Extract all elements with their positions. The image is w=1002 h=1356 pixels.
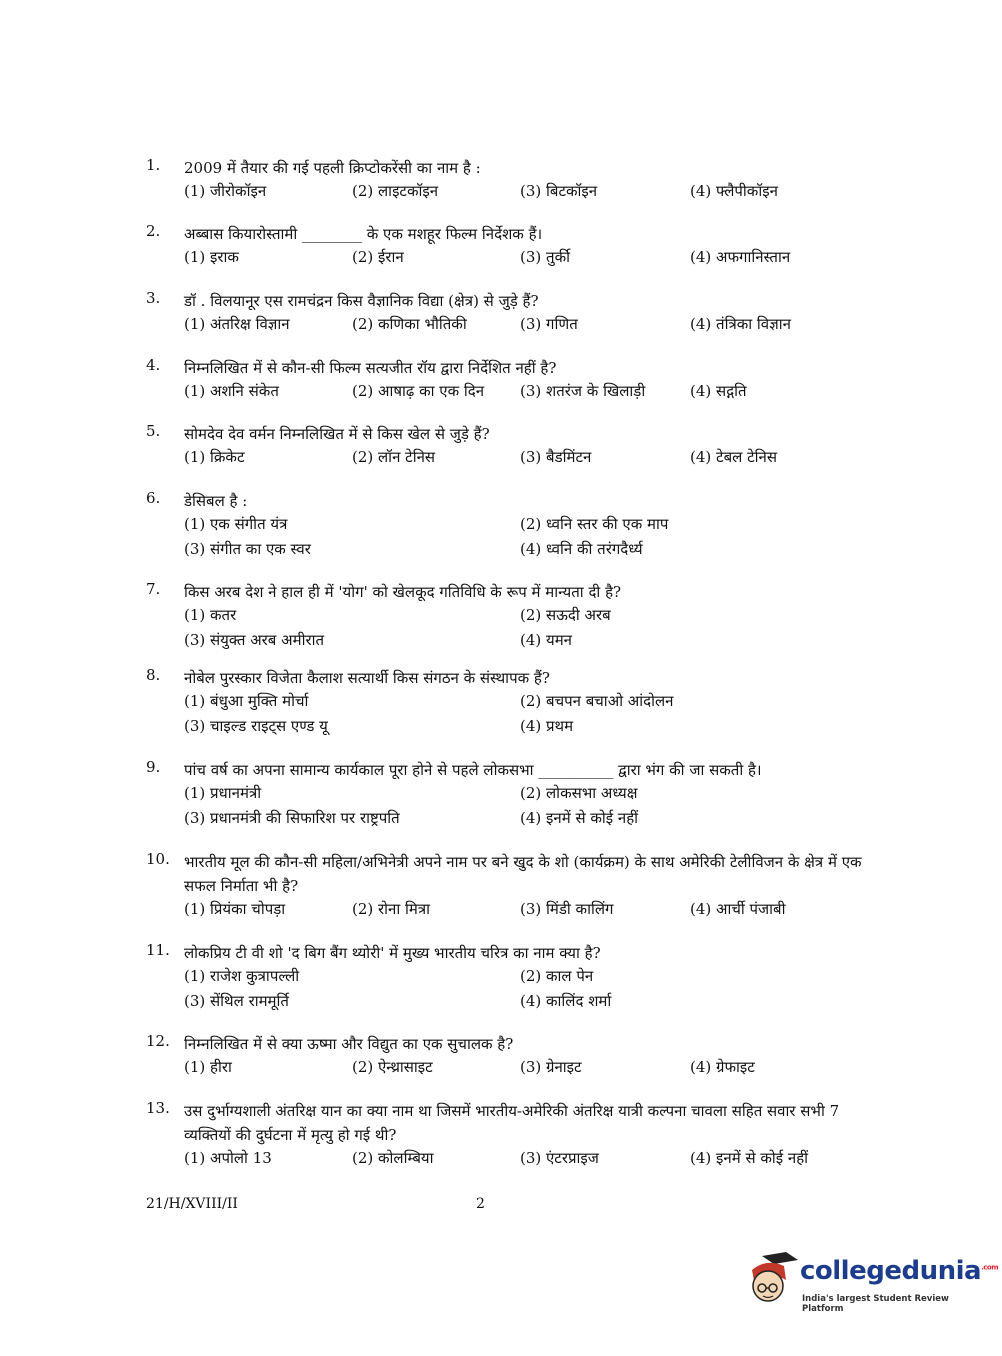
option-4: (4) इनमें से कोई नहीं [520, 809, 639, 827]
option-4: (4) आर्ची पंजाबी [690, 900, 786, 918]
option-1: (1) कतर [184, 606, 237, 624]
option-row [184, 899, 866, 923]
option-2: (2) कणिका भौतिकी [352, 315, 467, 333]
question-text: लोकप्रिय टी वी शो 'द बिग बैंग थ्योरी' में मुख्य भारतीय चरित्र का नाम क्या है? [184, 944, 601, 962]
question-number: 8. [146, 666, 161, 684]
option-4: (4) ध्वनि की तरंगदैर्ध्य [520, 540, 643, 558]
option-4: (4) ग्रेफाइट [690, 1058, 755, 1076]
option-row [184, 314, 866, 338]
logo-tagline: India's largest Student Review Platform [802, 1294, 949, 1314]
paper-code: 21/H/XVIII/II [146, 1196, 238, 1212]
option-row [184, 783, 866, 807]
option-4: (4) सद्गति [690, 382, 747, 400]
option-1: (1) बंधुआ मुक्ति मोर्चा [184, 692, 309, 710]
option-3: (3) गणित [520, 315, 578, 333]
question-number: 6. [146, 489, 161, 507]
question-text: निम्नलिखित में से कौन-सी फिल्म सत्यजीत रॉय द्वारा निर्देशित नहीं है? [184, 359, 557, 377]
option-2: (2) रोना मित्रा [352, 900, 431, 918]
option-2: (2) लोकसभा अध्यक्ष [520, 784, 638, 802]
mascot-icon [742, 1250, 800, 1310]
option-row [184, 630, 866, 654]
question-number: 9. [146, 758, 161, 776]
option-1: (1) प्रियंका चोपड़ा [184, 900, 286, 918]
option-4: (4) कालिंद शर्मा [520, 992, 612, 1010]
option-3: (3) शतरंज के खिलाड़ी [520, 382, 646, 400]
question-text: अब्बास कियारोस्तामी ________ के एक मशहूर फिल्म निर्देशक हैं। [184, 225, 543, 243]
question-number: 11. [146, 941, 170, 959]
question-text: डॉ . विलयानूर एस रामचंद्रन किस वैज्ञानिक विद्या (क्षेत्र) से जुड़े हैं? [184, 292, 539, 310]
question-number: 5. [146, 422, 161, 440]
logo-wordmark: collegedunia$^{.com}$ [800, 1256, 998, 1286]
option-2: (2) बचपन बचाओ आंदोलन [520, 692, 674, 710]
question-number: 2. [146, 222, 161, 240]
option-3: (3) संगीत का एक स्वर [184, 540, 311, 558]
option-row [184, 691, 866, 715]
option-row [184, 1057, 866, 1081]
question-number: 7. [146, 580, 161, 598]
option-1: (1) अपोलो 13 [184, 1149, 272, 1167]
option-2: (2) ईरान [352, 248, 404, 266]
option-3: (3) सेंथिल राममूर्ति [184, 992, 289, 1010]
option-1: (1) जीरोकॉइन [184, 182, 267, 200]
option-2: (2) ध्वनि स्तर की एक माप [520, 515, 669, 533]
question-text: उस दुर्भाग्यशाली अंतरिक्ष यान का क्या नाम था जिसमें भारतीय-अमेरिकी अंतरिक्ष यात्री कल्पना चावला सहित सवार सभी 7 व्यक्तियों की दुर्घटना में मृत्यु हो गई थी? [184, 1102, 840, 1144]
option-row [184, 808, 866, 832]
option-3: (3) प्रधानमंत्री की सिफारिश पर राष्ट्रपति [184, 809, 400, 827]
option-row [184, 605, 866, 629]
question-text: 2009 में तैयार की गई पहली क्रिप्टोकरेंसी का नाम है : [184, 159, 481, 177]
option-row [184, 447, 866, 471]
option-3: (3) चाइल्ड राइट्स एण्ड यू [184, 717, 328, 735]
option-4: (4) टेबल टेनिस [690, 448, 777, 466]
option-2: (2) लॉन टेनिस [352, 448, 436, 466]
question-text: नोबेल पुरस्कार विजेता कैलाश सत्यार्थी किस संगठन के संस्थापक हैं? [184, 669, 550, 687]
option-3: (3) ग्रेनाइट [520, 1058, 582, 1076]
option-row [184, 381, 866, 405]
question-number: 4. [146, 356, 161, 374]
option-4: (4) यमन [520, 631, 573, 649]
option-2: (2) कोलम्बिया [352, 1149, 434, 1167]
option-row [184, 716, 866, 740]
question-text: सोमदेव देव वर्मन निम्नलिखित में से किस खेल से जुड़े हैं? [184, 425, 490, 443]
option-4: (4) तंत्रिका विज्ञान [690, 315, 791, 333]
option-2: (2) आषाढ़ का एक दिन [352, 382, 485, 400]
option-3: (3) एंटरप्राइज [520, 1149, 599, 1167]
option-3: (3) बैडमिंटन [520, 448, 592, 466]
question-number: 1. [146, 156, 161, 174]
option-row [184, 514, 866, 538]
collegedunia-logo [742, 1250, 998, 1314]
option-3: (3) संयुक्त अरब अमीरात [184, 631, 325, 649]
option-1: (1) एक संगीत यंत्र [184, 515, 288, 533]
option-4: (4) इनमें से कोई नहीं [690, 1149, 809, 1167]
option-1: (1) क्रिकेट [184, 448, 245, 466]
question-number: 12. [146, 1032, 170, 1050]
option-1: (1) अंतरिक्ष विज्ञान [184, 315, 290, 333]
option-4: (4) फ्लैपीकॉइन [690, 182, 778, 200]
option-2: (2) ऐन्थ्रासाइट [352, 1058, 433, 1076]
question-number: 10. [146, 850, 170, 868]
option-2: (2) लाइटकॉइन [352, 182, 439, 200]
option-2: (2) सऊदी अरब [520, 606, 611, 624]
question-text: डेसिबल है : [184, 492, 248, 510]
option-3: (3) बिटकॉइन [520, 182, 598, 200]
option-row [184, 539, 866, 563]
option-row [184, 991, 866, 1015]
option-row [184, 181, 866, 205]
option-row [184, 966, 866, 990]
option-3: (3) मिंडी कालिंग [520, 900, 614, 918]
question-text: पांच वर्ष का अपना सामान्य कार्यकाल पूरा होने से पहले लोकसभा __________ द्वारा भंग की जा सकती है। [184, 761, 762, 779]
question-number: 3. [146, 289, 161, 307]
option-2: (2) काल पेन [520, 967, 594, 985]
option-1: (1) अशनि संकेत [184, 382, 279, 400]
option-row [184, 247, 866, 271]
question-text: किस अरब देश ने हाल ही में 'योग' को खेलकूद गतिविधि के रूप में मान्यता दी है? [184, 583, 622, 601]
option-row [184, 1148, 866, 1172]
option-4: (4) प्रथम [520, 717, 574, 735]
option-4: (4) अफगानिस्तान [690, 248, 791, 266]
option-3: (3) तुर्की [520, 248, 570, 266]
option-1: (1) राजेश कुत्रापल्ली [184, 967, 300, 985]
page-number: 2 [476, 1196, 485, 1212]
option-1: (1) इराक [184, 248, 239, 266]
option-1: (1) प्रधानमंत्री [184, 784, 262, 802]
question-number: 13. [146, 1099, 170, 1117]
option-1: (1) हीरा [184, 1058, 232, 1076]
question-text: निम्नलिखित में से क्या ऊष्मा और विद्युत का एक सुचालक है? [184, 1035, 514, 1053]
question-text: भारतीय मूल की कौन-सी महिला/अभिनेत्री अपने नाम पर बने खुद के शो (कार्यक्रम) के साथ अमेरिकी टेलीविजन के क्षेत्र में एक सफल निर्माता भी है? [184, 853, 862, 895]
